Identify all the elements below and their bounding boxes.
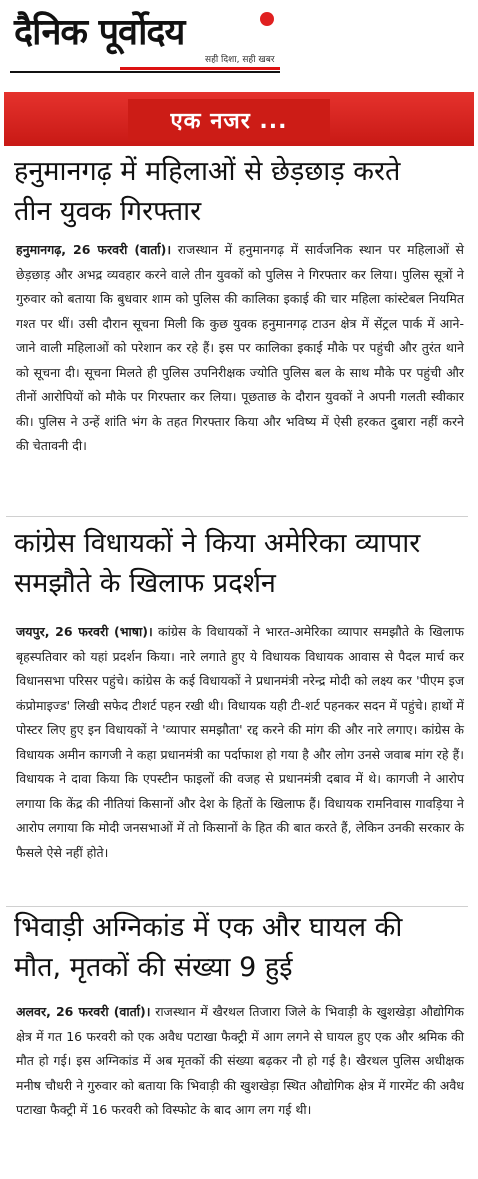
story-1-headline bbox=[0, 152, 478, 232]
logo-red-dot-icon bbox=[260, 12, 274, 26]
story-2-dateline: जयपुर, 26 फरवरी (भाषा)। bbox=[16, 624, 153, 639]
story-2-headline-line-1: कांग्रेस विधायकों ने किया अमेरिका व्यापार bbox=[14, 528, 421, 559]
story-1-body bbox=[8, 238, 470, 459]
story-1-dateline: हनुमानगढ़, 26 फरवरी (वार्ता)। bbox=[16, 242, 172, 257]
story-1-text: राजस्थान में हनुमानगढ़ में सार्वजनिक स्थान पर महिलाओं से छेड़छाड़ और अभद्र व्यवहार करने वाले तीन युवकों को पुलिस ने गिरफ्तार कर लिया। पुलिस सूत्रों ने गुरुवार को बताया कि बुधवार शाम को पुलिस की कालिका इकाई की चार महिला कांस्टेबल नियमित गश्त पर थीं। उसी दौरान सूचना मिली कि कुछ युवक हनुमानगढ़ टाउन क्षेत्र में सेंट्रल पार्क में आने-जाने वाली महिलाओं को परेशान कर रहे हैं। इस पर कालिका इकाई मौके पर पहुंची और तुरंत थाने को सूचना दी। सूचना मिलते ही पुलिस उपनिरीक्षक ज्योति पुलिस बल के साथ मौके पर पहुंची और तीनों आरोपियों को मौके पर गिरफ्तार कर लिया। पूछताछ के दौरान युवकों ने अपनी गलती स्वीकार की। पुलिस ने उन्हें शांति भंग के तहत गिरफ्तार किया और भविष्य में ऐसी हरकत दुबारा नहीं करने की चेतावनी दी। bbox=[16, 242, 465, 453]
story-3-body bbox=[8, 1000, 470, 1123]
story-3-headline-line-2: मौत, मृतकों की संख्या 9 हुई bbox=[14, 952, 293, 983]
story-separator bbox=[6, 516, 468, 517]
story-3-headline bbox=[0, 908, 478, 988]
story-1-headline-line-1: हनुमानगढ़ में महिलाओं से छेड़छाड़ करते bbox=[14, 156, 401, 187]
masthead-red-rule bbox=[120, 67, 280, 70]
story-1-headline-line-2: तीन युवक गिरफ्तार bbox=[14, 196, 202, 227]
story-3-headline-line-1: भिवाड़ी अग्निकांड में एक और घायल की bbox=[14, 912, 403, 943]
newspaper-logo: दैनिक पूर्वोदय bbox=[14, 11, 185, 53]
story-3-dateline: अलवर, 26 फरवरी (वार्ता)। bbox=[16, 1004, 151, 1019]
masthead-black-rule bbox=[10, 71, 280, 73]
story-2-headline-line-2: समझौते के खिलाफ प्रदर्शन bbox=[14, 568, 276, 599]
newspaper-tagline: सही दिशा, सही खबर bbox=[205, 55, 275, 65]
masthead bbox=[0, 0, 478, 80]
story-2-body bbox=[8, 620, 470, 865]
section-banner-label: एक नजर ... bbox=[170, 109, 288, 134]
story-separator bbox=[6, 906, 468, 907]
section-banner-tab bbox=[128, 99, 330, 141]
story-2-text: कांग्रेस के विधायकों ने भारत-अमेरिका व्यापार समझौते के खिलाफ बृहस्पतिवार को यहां प्रदर्शन किया। नारे लगाते हुए ये विधायक विधायक आवास से पैदल मार्च कर विधानसभा परिसर पहुंचे। कांग्रेस के कई विधायकों ने प्रधानमंत्री नरेन्द्र मोदी को लक्ष्य कर 'पीएम इज कंप्रोमाइज्ड' लिखी सफेद टीशर्ट पहन रखी थी। विधायक यही टी-शर्ट पहनकर सदन में पहुंचे। हाथों में पोस्टर लिए हुए इन विधायकों ने 'व्यापार समझौता' रद्द करने की मांग की और नारे लगाए। कांग्रेस के विधायक अमीन कागजी ने कहा प्रधानमंत्री का पर्दाफाश हो गया है और लोग उनसे जवाब मांग रहे हैं। विधायक ने दावा किया कि एपस्टीन फाइलों की वजह से प्रधानमंत्री दबाव में थे। कागजी ने आरोप लगाया कि केंद्र की नीतियां किसानों और देश के हितों के खिलाफ हैं। विधायक रामनिवास गावड़िया ने आरोप लगाया कि मोदी जनसभाओं में तो किसानों के हित की बात करते हैं, लेकिन उनकी सरकार के फैसले ऐसे नहीं होते। bbox=[16, 624, 465, 860]
story-2-headline bbox=[0, 524, 478, 604]
story-3-text: राजस्थान में खैरथल तिजारा जिले के भिवाड़ी के खुशखेड़ा औद्योगिक क्षेत्र में गत 16 फरवरी को एक अवैध पटाखा फैक्ट्री में आग लगने से घायल हुए एक और श्रमिक की मौत हो गई। इस अग्निकांड में अब मृतकों की संख्या बढ़कर नौ हो गई है। खैरथल पुलिस अधीक्षक मनीष चौधरी ने गुरुवार को बताया कि भिवाड़ी की खुशखेड़ा स्थित औद्योगिक क्षेत्र में गारमेंट की अवैध पटाखा फैक्ट्री में 16 फरवरी को विस्फोट के बाद आग लग गई थी। bbox=[16, 1004, 464, 1117]
